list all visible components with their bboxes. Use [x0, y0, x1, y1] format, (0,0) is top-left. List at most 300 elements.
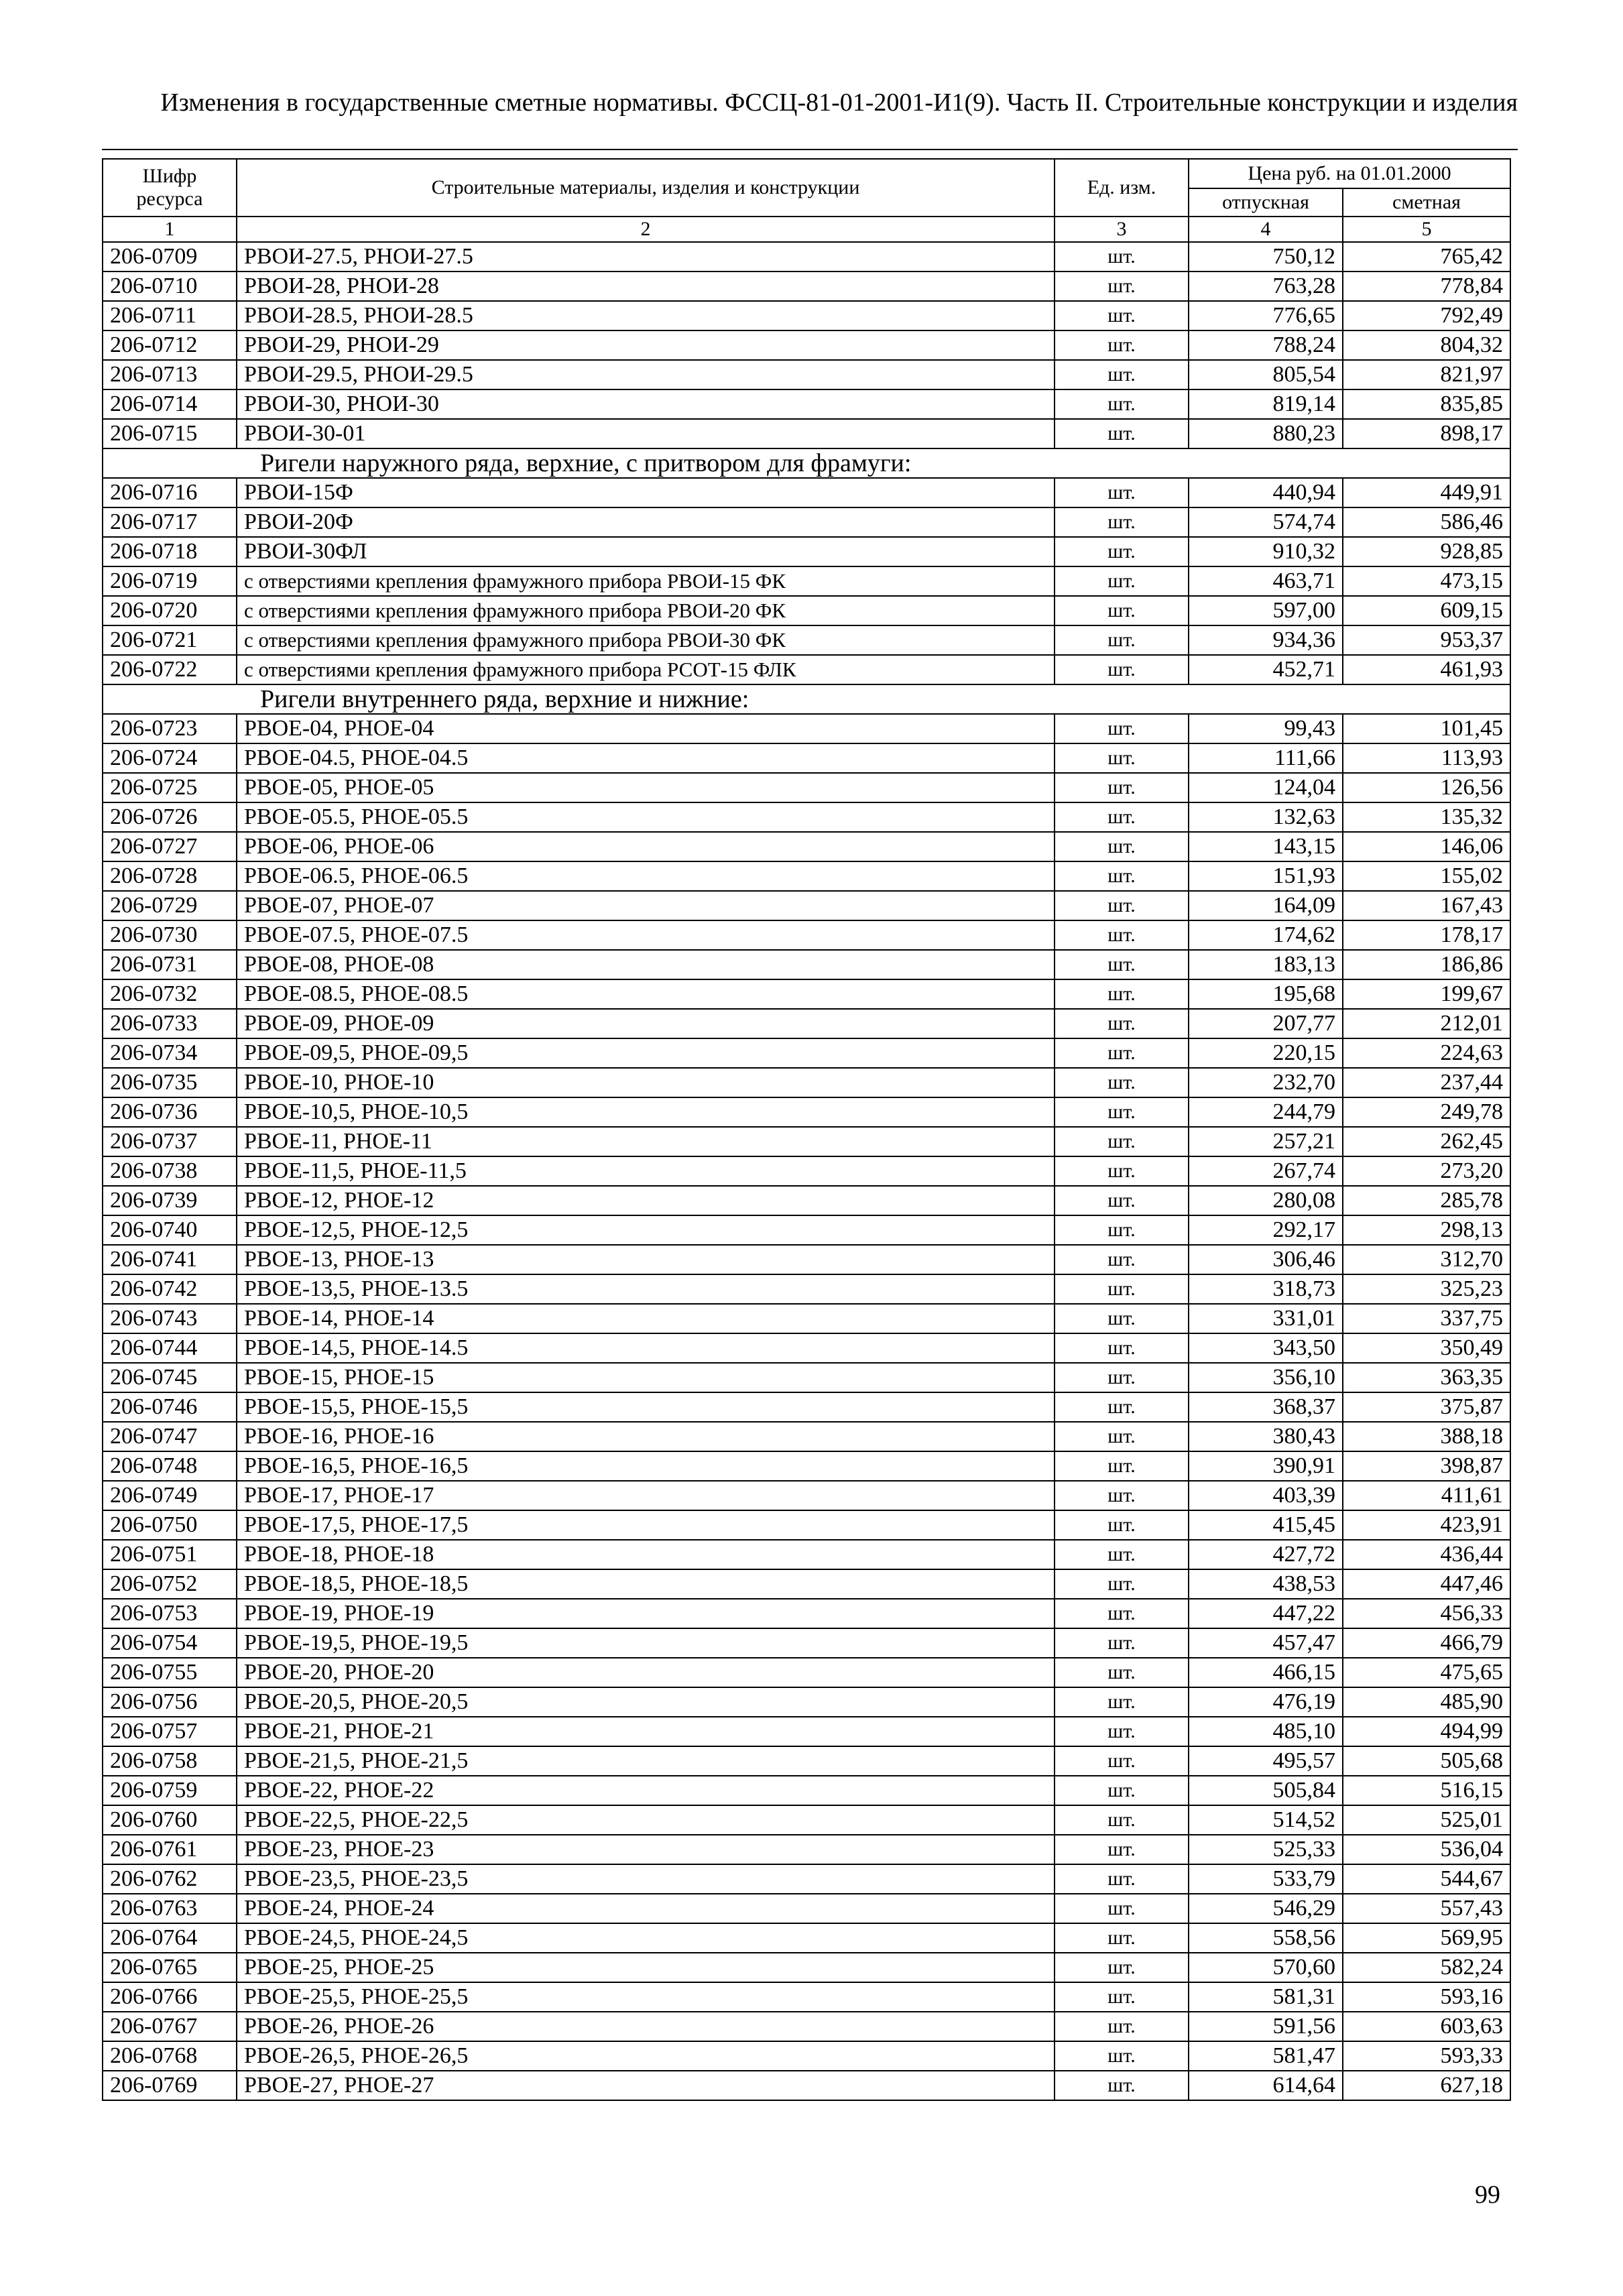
cell-name: РВОЕ-06, РНОЕ-06 — [237, 832, 1055, 861]
cell-code: 206-0740 — [103, 1215, 237, 1245]
table-row — [103, 920, 1510, 950]
table-row — [103, 1894, 1510, 1923]
table-row — [103, 832, 1510, 861]
table-row — [103, 1569, 1510, 1599]
cell-estimate-price: 456,33 — [1343, 1599, 1510, 1628]
cell-code: 206-0765 — [103, 1953, 237, 1982]
cell-code: 206-0721 — [103, 625, 237, 655]
cell-unit: шт. — [1055, 2012, 1189, 2041]
cell-release-price: 819,14 — [1189, 389, 1343, 419]
cell-code: 206-0718 — [103, 537, 237, 566]
cell-estimate-price: 603,63 — [1343, 2012, 1510, 2041]
cell-release-price: 244,79 — [1189, 1097, 1343, 1127]
cell-estimate-price: 516,15 — [1343, 1776, 1510, 1805]
cell-code: 206-0748 — [103, 1451, 237, 1481]
cell-name: РВОЕ-09,5, РНОЕ-09,5 — [237, 1038, 1055, 1068]
group-row — [103, 684, 1510, 714]
table-row — [103, 1953, 1510, 1982]
table-row — [103, 1923, 1510, 1953]
cell-unit: шт. — [1055, 1422, 1189, 1451]
cell-estimate-price: 557,43 — [1343, 1894, 1510, 1923]
table-row — [103, 1422, 1510, 1451]
cell-code: 206-0728 — [103, 861, 237, 891]
cell-release-price: 292,17 — [1189, 1215, 1343, 1245]
cell-code: 206-0731 — [103, 950, 237, 979]
cell-name: РВОИ-28.5, РНОИ-28.5 — [237, 301, 1055, 330]
cell-name: РВОЕ-13, РНОЕ-13 — [237, 1245, 1055, 1274]
cell-unit: шт. — [1055, 566, 1189, 596]
column-number: 1 — [103, 217, 237, 242]
cell-release-price: 485,10 — [1189, 1717, 1343, 1746]
cell-estimate-price: 199,67 — [1343, 979, 1510, 1009]
cell-estimate-price: 423,91 — [1343, 1510, 1510, 1540]
cell-estimate-price: 178,17 — [1343, 920, 1510, 950]
cell-release-price: 151,93 — [1189, 861, 1343, 891]
table-row — [103, 773, 1510, 802]
cell-unit: шт. — [1055, 271, 1189, 301]
table-row — [103, 1215, 1510, 1245]
cell-estimate-price: 898,17 — [1343, 419, 1510, 448]
cell-estimate-price: 525,01 — [1343, 1805, 1510, 1835]
cell-name: РВОЕ-05, РНОЕ-05 — [237, 773, 1055, 802]
table-row — [103, 1009, 1510, 1038]
cell-unit: шт. — [1055, 950, 1189, 979]
cell-estimate-price: 224,63 — [1343, 1038, 1510, 1068]
cell-unit: шт. — [1055, 625, 1189, 655]
cell-release-price: 164,09 — [1189, 891, 1343, 920]
cell-unit: шт. — [1055, 1333, 1189, 1363]
cell-estimate-price: 582,24 — [1343, 1953, 1510, 1982]
cell-estimate-price: 146,06 — [1343, 832, 1510, 861]
group-row — [103, 448, 1510, 478]
cell-unit: шт. — [1055, 1068, 1189, 1097]
column-number: 5 — [1343, 217, 1510, 242]
cell-estimate-price: 765,42 — [1343, 242, 1510, 271]
cell-unit: шт. — [1055, 596, 1189, 625]
table-row — [103, 625, 1510, 655]
cell-release-price: 380,43 — [1189, 1422, 1343, 1451]
price-table — [102, 158, 1511, 2101]
cell-release-price: 447,22 — [1189, 1599, 1343, 1628]
cell-code: 206-0736 — [103, 1097, 237, 1127]
cell-release-price: 438,53 — [1189, 1569, 1343, 1599]
cell-name: РВОЕ-24, РНОЕ-24 — [237, 1894, 1055, 1923]
cell-estimate-price: 609,15 — [1343, 596, 1510, 625]
table-row — [103, 2071, 1510, 2100]
cell-unit: шт. — [1055, 1097, 1189, 1127]
table-row — [103, 891, 1510, 920]
cell-estimate-price: 126,56 — [1343, 773, 1510, 802]
cell-name: РВОЕ-11, РНОЕ-11 — [237, 1127, 1055, 1156]
cell-release-price: 99,43 — [1189, 714, 1343, 743]
cell-code: 206-0720 — [103, 596, 237, 625]
cell-code: 206-0744 — [103, 1333, 237, 1363]
cell-release-price: 415,45 — [1189, 1510, 1343, 1540]
cell-release-price: 776,65 — [1189, 301, 1343, 330]
cell-unit: шт. — [1055, 979, 1189, 1009]
cell-name: РВОЕ-24,5, РНОЕ-24,5 — [237, 1923, 1055, 1953]
cell-release-price: 143,15 — [1189, 832, 1343, 861]
cell-unit: шт. — [1055, 1923, 1189, 1953]
cell-unit: шт. — [1055, 802, 1189, 832]
cell-unit: шт. — [1055, 1805, 1189, 1835]
cell-release-price: 183,13 — [1189, 950, 1343, 979]
table-row — [103, 566, 1510, 596]
cell-unit: шт. — [1055, 1304, 1189, 1333]
cell-release-price: 306,46 — [1189, 1245, 1343, 1274]
cell-unit: шт. — [1055, 655, 1189, 684]
table-row — [103, 714, 1510, 743]
cell-estimate-price: 475,65 — [1343, 1658, 1510, 1687]
cell-release-price: 403,39 — [1189, 1481, 1343, 1510]
cell-name: РВОЕ-15,5, РНОЕ-15,5 — [237, 1392, 1055, 1422]
cell-estimate-price: 155,02 — [1343, 861, 1510, 891]
cell-estimate-price: 821,97 — [1343, 360, 1510, 389]
cell-estimate-price: 337,75 — [1343, 1304, 1510, 1333]
cell-unit: шт. — [1055, 1569, 1189, 1599]
cell-code: 206-0739 — [103, 1186, 237, 1215]
column-number: 3 — [1055, 217, 1189, 242]
cell-unit: шт. — [1055, 1953, 1189, 1982]
table-row — [103, 1717, 1510, 1746]
cell-unit: шт. — [1055, 832, 1189, 861]
cell-unit: шт. — [1055, 1982, 1189, 2012]
table-row — [103, 979, 1510, 1009]
cell-release-price: 174,62 — [1189, 920, 1343, 950]
cell-release-price: 207,77 — [1189, 1009, 1343, 1038]
cell-name: РВОЕ-10,5, РНОЕ-10,5 — [237, 1097, 1055, 1127]
table-row — [103, 861, 1510, 891]
table-row — [103, 950, 1510, 979]
table-row — [103, 2041, 1510, 2071]
cell-name: РВОЕ-16,5, РНОЕ-16,5 — [237, 1451, 1055, 1481]
table-row — [103, 1835, 1510, 1864]
cell-code: 206-0730 — [103, 920, 237, 950]
cell-name: РВОЕ-22, РНОЕ-22 — [237, 1776, 1055, 1805]
cell-release-price: 546,29 — [1189, 1894, 1343, 1923]
cell-unit: шт. — [1055, 360, 1189, 389]
table-row — [103, 596, 1510, 625]
table-row — [103, 1363, 1510, 1392]
cell-name: РВОЕ-18,5, РНОЕ-18,5 — [237, 1569, 1055, 1599]
cell-unit: шт. — [1055, 1245, 1189, 1274]
cell-name: с отверстиями крепления фрамужного прибора РВОИ-15 ФК — [237, 566, 1055, 596]
table-row — [103, 537, 1510, 566]
cell-name: РВОЕ-21,5, РНОЕ-21,5 — [237, 1746, 1055, 1776]
table-row — [103, 271, 1510, 301]
table-row — [103, 1687, 1510, 1717]
cell-release-price: 463,71 — [1189, 566, 1343, 596]
cell-code: 206-0734 — [103, 1038, 237, 1068]
cell-code: 206-0754 — [103, 1628, 237, 1658]
cell-code: 206-0711 — [103, 301, 237, 330]
cell-code: 206-0709 — [103, 242, 237, 271]
cell-unit: шт. — [1055, 714, 1189, 743]
cell-name: РВОЕ-08.5, РНОЕ-08.5 — [237, 979, 1055, 1009]
cell-unit: шт. — [1055, 1864, 1189, 1894]
table-row — [103, 242, 1510, 271]
cell-name: РВОЕ-07, РНОЕ-07 — [237, 891, 1055, 920]
cell-code: 206-0726 — [103, 802, 237, 832]
table-row — [103, 1127, 1510, 1156]
table-row — [103, 1451, 1510, 1481]
table-row — [103, 301, 1510, 330]
cell-name: РВОЕ-04.5, РНОЕ-04.5 — [237, 743, 1055, 773]
cell-estimate-price: 804,32 — [1343, 330, 1510, 360]
cell-unit: шт. — [1055, 242, 1189, 271]
cell-estimate-price: 449,91 — [1343, 478, 1510, 507]
cell-unit: шт. — [1055, 2041, 1189, 2071]
table-row — [103, 1599, 1510, 1628]
table-body — [103, 242, 1510, 2100]
cell-name: РВОИ-30ФЛ — [237, 537, 1055, 566]
cell-name: РВОЕ-26,5, РНОЕ-26,5 — [237, 2041, 1055, 2071]
cell-unit: шт. — [1055, 1746, 1189, 1776]
cell-estimate-price: 778,84 — [1343, 271, 1510, 301]
cell-estimate-price: 212,01 — [1343, 1009, 1510, 1038]
table-row — [103, 478, 1510, 507]
table-row — [103, 1540, 1510, 1569]
cell-unit: шт. — [1055, 1451, 1189, 1481]
cell-release-price: 525,33 — [1189, 1835, 1343, 1864]
table-row — [103, 389, 1510, 419]
cell-release-price: 390,91 — [1189, 1451, 1343, 1481]
cell-estimate-price: 312,70 — [1343, 1245, 1510, 1274]
group-title: Ригели наружного ряда, верхние, с притвором для фрамуги: — [103, 448, 1510, 478]
cell-estimate-price: 544,67 — [1343, 1864, 1510, 1894]
cell-estimate-price: 953,37 — [1343, 625, 1510, 655]
cell-unit: шт. — [1055, 478, 1189, 507]
table-row — [103, 330, 1510, 360]
cell-release-price: 581,47 — [1189, 2041, 1343, 2071]
cell-release-price: 343,50 — [1189, 1333, 1343, 1363]
table-row — [103, 1628, 1510, 1658]
table-row — [103, 1304, 1510, 1333]
cell-name: РВОЕ-20, РНОЕ-20 — [237, 1658, 1055, 1687]
cell-estimate-price: 350,49 — [1343, 1333, 1510, 1363]
cell-release-price: 574,74 — [1189, 507, 1343, 537]
cell-release-price: 750,12 — [1189, 242, 1343, 271]
table-row — [103, 1274, 1510, 1304]
cell-release-price: 280,08 — [1189, 1186, 1343, 1215]
cell-estimate-price: 113,93 — [1343, 743, 1510, 773]
cell-unit: шт. — [1055, 537, 1189, 566]
cell-name: РВОИ-15Ф — [237, 478, 1055, 507]
cell-unit: шт. — [1055, 1156, 1189, 1186]
cell-estimate-price: 461,93 — [1343, 655, 1510, 684]
table-header — [103, 159, 1510, 242]
cell-release-price: 356,10 — [1189, 1363, 1343, 1392]
cell-release-price: 111,66 — [1189, 743, 1343, 773]
cell-estimate-price: 569,95 — [1343, 1923, 1510, 1953]
cell-estimate-price: 505,68 — [1343, 1746, 1510, 1776]
cell-name: РВОЕ-12,5, РНОЕ-12,5 — [237, 1215, 1055, 1245]
cell-estimate-price: 928,85 — [1343, 537, 1510, 566]
cell-release-price: 220,15 — [1189, 1038, 1343, 1068]
table-row — [103, 419, 1510, 448]
cell-name: РВОЕ-12, РНОЕ-12 — [237, 1186, 1055, 1215]
cell-name: РВОЕ-22,5, РНОЕ-22,5 — [237, 1805, 1055, 1835]
cell-name: РВОЕ-06.5, РНОЕ-06.5 — [237, 861, 1055, 891]
cell-name: РВОИ-30-01 — [237, 419, 1055, 448]
table-row — [103, 1097, 1510, 1127]
cell-code: 206-0756 — [103, 1687, 237, 1717]
header-name: Строительные материалы, изделия и конструкции — [237, 159, 1055, 217]
cell-unit: шт. — [1055, 1540, 1189, 1569]
header-code: Шифр ресурса — [103, 159, 237, 217]
cell-code: 206-0723 — [103, 714, 237, 743]
cell-estimate-price: 325,23 — [1343, 1274, 1510, 1304]
table-row — [103, 655, 1510, 684]
cell-estimate-price: 237,44 — [1343, 1068, 1510, 1097]
cell-release-price: 331,01 — [1189, 1304, 1343, 1333]
cell-release-price: 514,52 — [1189, 1805, 1343, 1835]
cell-release-price: 581,31 — [1189, 1982, 1343, 2012]
cell-estimate-price: 586,46 — [1343, 507, 1510, 537]
cell-code: 206-0750 — [103, 1510, 237, 1540]
cell-code: 206-0742 — [103, 1274, 237, 1304]
cell-name: РВОЕ-23, РНОЕ-23 — [237, 1835, 1055, 1864]
cell-unit: шт. — [1055, 1186, 1189, 1215]
cell-release-price: 495,57 — [1189, 1746, 1343, 1776]
cell-name: РВОЕ-27, РНОЕ-27 — [237, 2071, 1055, 2100]
cell-estimate-price: 285,78 — [1343, 1186, 1510, 1215]
cell-name: РВОЕ-11,5, РНОЕ-11,5 — [237, 1156, 1055, 1186]
cell-code: 206-0747 — [103, 1422, 237, 1451]
table-row — [103, 1746, 1510, 1776]
cell-release-price: 533,79 — [1189, 1864, 1343, 1894]
cell-code: 206-0716 — [103, 478, 237, 507]
cell-unit: шт. — [1055, 1776, 1189, 1805]
cell-estimate-price: 485,90 — [1343, 1687, 1510, 1717]
cell-code: 206-0766 — [103, 1982, 237, 2012]
cell-name: РВОЕ-09, РНОЕ-09 — [237, 1009, 1055, 1038]
table-row — [103, 1333, 1510, 1363]
cell-code: 206-0724 — [103, 743, 237, 773]
cell-estimate-price: 494,99 — [1343, 1717, 1510, 1746]
table-row — [103, 1510, 1510, 1540]
cell-code: 206-0729 — [103, 891, 237, 920]
cell-release-price: 597,00 — [1189, 596, 1343, 625]
cell-release-price: 763,28 — [1189, 271, 1343, 301]
cell-unit: шт. — [1055, 891, 1189, 920]
cell-name: РВОИ-27.5, РНОИ-27.5 — [237, 242, 1055, 271]
cell-estimate-price: 436,44 — [1343, 1540, 1510, 1569]
cell-estimate-price: 466,79 — [1343, 1628, 1510, 1658]
table-row — [103, 1805, 1510, 1835]
cell-code: 206-0737 — [103, 1127, 237, 1156]
cell-code: 206-0733 — [103, 1009, 237, 1038]
cell-estimate-price: 447,46 — [1343, 1569, 1510, 1599]
table-row — [103, 1392, 1510, 1422]
table-row — [103, 360, 1510, 389]
group-title: Ригели внутреннего ряда, верхние и нижние: — [103, 684, 1510, 714]
cell-unit: шт. — [1055, 1599, 1189, 1628]
cell-name: РВОЕ-19, РНОЕ-19 — [237, 1599, 1055, 1628]
cell-code: 206-0727 — [103, 832, 237, 861]
cell-name: РВОЕ-08, РНОЕ-08 — [237, 950, 1055, 979]
cell-unit: шт. — [1055, 301, 1189, 330]
cell-unit: шт. — [1055, 1835, 1189, 1864]
cell-name: РВОЕ-19,5, РНОЕ-19,5 — [237, 1628, 1055, 1658]
cell-code: 206-0760 — [103, 1805, 237, 1835]
header-rule — [102, 149, 1518, 150]
cell-unit: шт. — [1055, 1274, 1189, 1304]
cell-code: 206-0755 — [103, 1658, 237, 1687]
table-row — [103, 1068, 1510, 1097]
cell-code: 206-0758 — [103, 1746, 237, 1776]
cell-unit: шт. — [1055, 507, 1189, 537]
cell-name: РВОЕ-26, РНОЕ-26 — [237, 2012, 1055, 2041]
cell-release-price: 805,54 — [1189, 360, 1343, 389]
cell-name: РВОИ-29, РНОИ-29 — [237, 330, 1055, 360]
cell-code: 206-0752 — [103, 1569, 237, 1599]
cell-estimate-price: 593,16 — [1343, 1982, 1510, 2012]
cell-estimate-price: 627,18 — [1343, 2071, 1510, 2100]
cell-code: 206-0725 — [103, 773, 237, 802]
cell-estimate-price: 249,78 — [1343, 1097, 1510, 1127]
cell-code: 206-0764 — [103, 1923, 237, 1953]
cell-estimate-price: 363,35 — [1343, 1363, 1510, 1392]
table-row — [103, 743, 1510, 773]
cell-unit: шт. — [1055, 743, 1189, 773]
cell-name: РВОЕ-13,5, РНОЕ-13.5 — [237, 1274, 1055, 1304]
cell-name: РВОЕ-20,5, РНОЕ-20,5 — [237, 1687, 1055, 1717]
table-row — [103, 1864, 1510, 1894]
cell-estimate-price: 473,15 — [1343, 566, 1510, 596]
cell-release-price: 440,94 — [1189, 478, 1343, 507]
cell-estimate-price: 262,45 — [1343, 1127, 1510, 1156]
table-row — [103, 1481, 1510, 1510]
cell-unit: шт. — [1055, 1363, 1189, 1392]
cell-estimate-price: 593,33 — [1343, 2041, 1510, 2071]
page-number: 99 — [1475, 2181, 1500, 2209]
cell-release-price: 614,64 — [1189, 2071, 1343, 2100]
cell-unit: шт. — [1055, 861, 1189, 891]
cell-release-price: 570,60 — [1189, 1953, 1343, 1982]
cell-unit: шт. — [1055, 1687, 1189, 1717]
cell-code: 206-0753 — [103, 1599, 237, 1628]
cell-estimate-price: 375,87 — [1343, 1392, 1510, 1422]
cell-code: 206-0745 — [103, 1363, 237, 1392]
cell-unit: шт. — [1055, 920, 1189, 950]
cell-code: 206-0768 — [103, 2041, 237, 2071]
cell-name: РВОЕ-21, РНОЕ-21 — [237, 1717, 1055, 1746]
cell-code: 206-0757 — [103, 1717, 237, 1746]
header-estimate: сметная — [1343, 188, 1510, 217]
cell-release-price: 505,84 — [1189, 1776, 1343, 1805]
table-row — [103, 1776, 1510, 1805]
cell-code: 206-0715 — [103, 419, 237, 448]
cell-code: 206-0735 — [103, 1068, 237, 1097]
cell-release-price: 788,24 — [1189, 330, 1343, 360]
table-row — [103, 1186, 1510, 1215]
cell-code: 206-0717 — [103, 507, 237, 537]
cell-release-price: 124,04 — [1189, 773, 1343, 802]
cell-name: РВОИ-30, РНОИ-30 — [237, 389, 1055, 419]
cell-name: РВОЕ-23,5, РНОЕ-23,5 — [237, 1864, 1055, 1894]
cell-unit: шт. — [1055, 1127, 1189, 1156]
cell-name: РВОЕ-04, РНОЕ-04 — [237, 714, 1055, 743]
cell-code: 206-0713 — [103, 360, 237, 389]
cell-release-price: 368,37 — [1189, 1392, 1343, 1422]
cell-unit: шт. — [1055, 419, 1189, 448]
column-number: 2 — [237, 217, 1055, 242]
cell-code: 206-0743 — [103, 1304, 237, 1333]
cell-release-price: 910,32 — [1189, 537, 1343, 566]
cell-estimate-price: 398,87 — [1343, 1451, 1510, 1481]
cell-code: 206-0712 — [103, 330, 237, 360]
